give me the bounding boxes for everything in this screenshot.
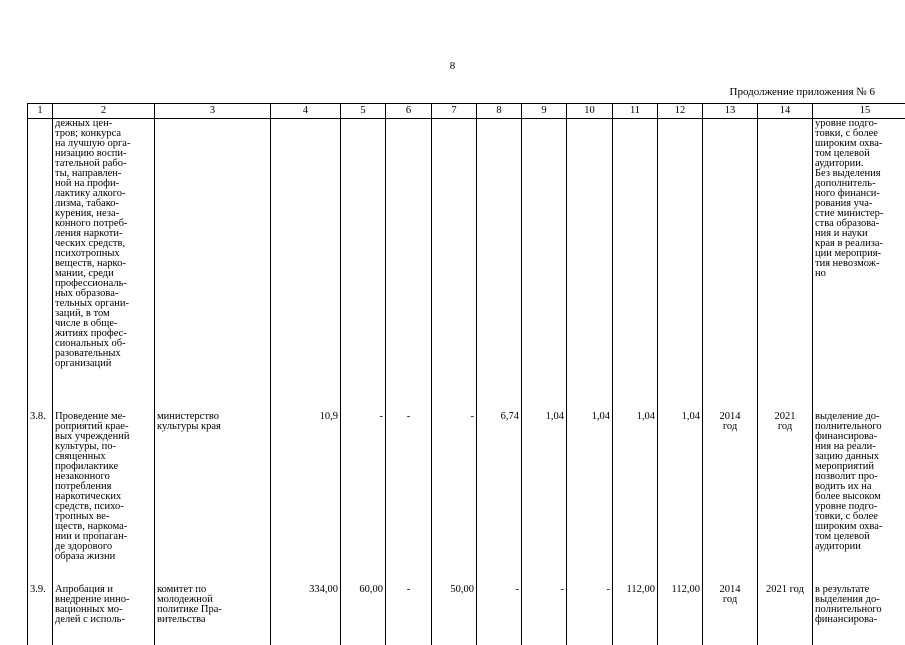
funding-cell: -: [386, 409, 432, 582]
funding-cell: [386, 119, 432, 410]
funding-cell: -: [567, 582, 613, 645]
funding-cell: -: [522, 582, 567, 645]
end-year-cell: [758, 119, 813, 410]
appendix-table: [27, 103, 905, 645]
column-header: 2: [53, 104, 155, 119]
funding-cell: 60,00: [341, 582, 386, 645]
table-row: [28, 119, 905, 410]
start-year-cell: [703, 119, 758, 410]
column-header: 15: [813, 104, 905, 119]
column-header: 10: [567, 104, 613, 119]
column-header: 9: [522, 104, 567, 119]
funding-cell: 1,04: [567, 409, 613, 582]
justification-cell: в результате выделения до- полнительного финансирова-: [813, 582, 905, 645]
column-header: 1: [28, 104, 53, 119]
funding-cell: -: [386, 582, 432, 645]
table-row: [28, 582, 905, 645]
funding-cell: 112,00: [613, 582, 658, 645]
column-header: 5: [341, 104, 386, 119]
table-row: [28, 409, 905, 582]
start-year-cell: 2014 год: [703, 409, 758, 582]
funding-cell: 1,04: [658, 409, 703, 582]
executor-cell: министерство культуры края: [155, 409, 271, 582]
funding-cell: [341, 119, 386, 410]
column-header: 11: [613, 104, 658, 119]
column-number-row: [28, 104, 905, 119]
column-header: 7: [432, 104, 477, 119]
justification-cell: выделение до- полнительного финансирова- ния на реали- зацию данных мероприятий позволит про- водить их на более высоком уровне подго- товки, с более широким охва- том целевой аудитории: [813, 409, 905, 582]
total-funding-cell: [271, 119, 341, 410]
funding-cell: -: [477, 582, 522, 645]
row-number-cell: [28, 119, 53, 410]
funding-cell: [658, 119, 703, 410]
row-number-cell: 3.9.: [28, 582, 53, 645]
column-header: 8: [477, 104, 522, 119]
funding-cell: [567, 119, 613, 410]
start-year-cell: 2014 год: [703, 582, 758, 645]
row-number-cell: 3.8.: [28, 409, 53, 582]
funding-cell: 1,04: [522, 409, 567, 582]
justification-cell: уровне подго- товки, с более широким охва- том целевой аудитории. Без выделения дополнитель- ного финанси- рования уча- стие министер- ства образова- ния и науки края в реализа- ции мероприя- тия невозмож- но: [813, 119, 905, 410]
measure-name-cell: Проведение ме- роприятий крае- вых учреждений культуры, по- священных профилактике незаконного потребления наркотических средств, психо- тропных ве- ществ, наркома- нии и пропаган- де здорового образа жизни: [53, 409, 155, 582]
funding-cell: 6,74: [477, 409, 522, 582]
column-header: 12: [658, 104, 703, 119]
funding-cell: 50,00: [432, 582, 477, 645]
column-header: 6: [386, 104, 432, 119]
appendix-continuation-label: Продолжение приложения № 6: [730, 86, 875, 98]
funding-cell: [477, 119, 522, 410]
funding-cell: [432, 119, 477, 410]
column-header: 14: [758, 104, 813, 119]
column-header: 4: [271, 104, 341, 119]
column-header: 13: [703, 104, 758, 119]
funding-cell: -: [341, 409, 386, 582]
page-number: 8: [0, 60, 905, 72]
executor-cell: [155, 119, 271, 410]
funding-cell: [613, 119, 658, 410]
total-funding-cell: 334,00: [271, 582, 341, 645]
measure-name-cell: дежных цен- тров; конкурса на лучшую орга- низацию воспи- тательной рабо- ты, направлен- ной на профи- лактику алкого- лизма, табако- курения, неза- конного потреб- ления наркоти- ческих средств, психотропных веществ, нарко- мании, среди профессиональ- ных образова- тельных органи- заций, в том числе в обще- житиях профес- сиональных об- разовательных организаций: [53, 119, 155, 410]
column-header: 3: [155, 104, 271, 119]
funding-cell: 112,00: [658, 582, 703, 645]
funding-cell: [522, 119, 567, 410]
funding-cell: 1,04: [613, 409, 658, 582]
funding-cell: -: [432, 409, 477, 582]
executor-cell: комитет по молодежной политике Пра- вительства: [155, 582, 271, 645]
measure-name-cell: Апробация и внедрение инно- вационных мо- делей с исполь-: [53, 582, 155, 645]
end-year-cell: 2021 год: [758, 582, 813, 645]
end-year-cell: 2021 год: [758, 409, 813, 582]
total-funding-cell: 10,9: [271, 409, 341, 582]
